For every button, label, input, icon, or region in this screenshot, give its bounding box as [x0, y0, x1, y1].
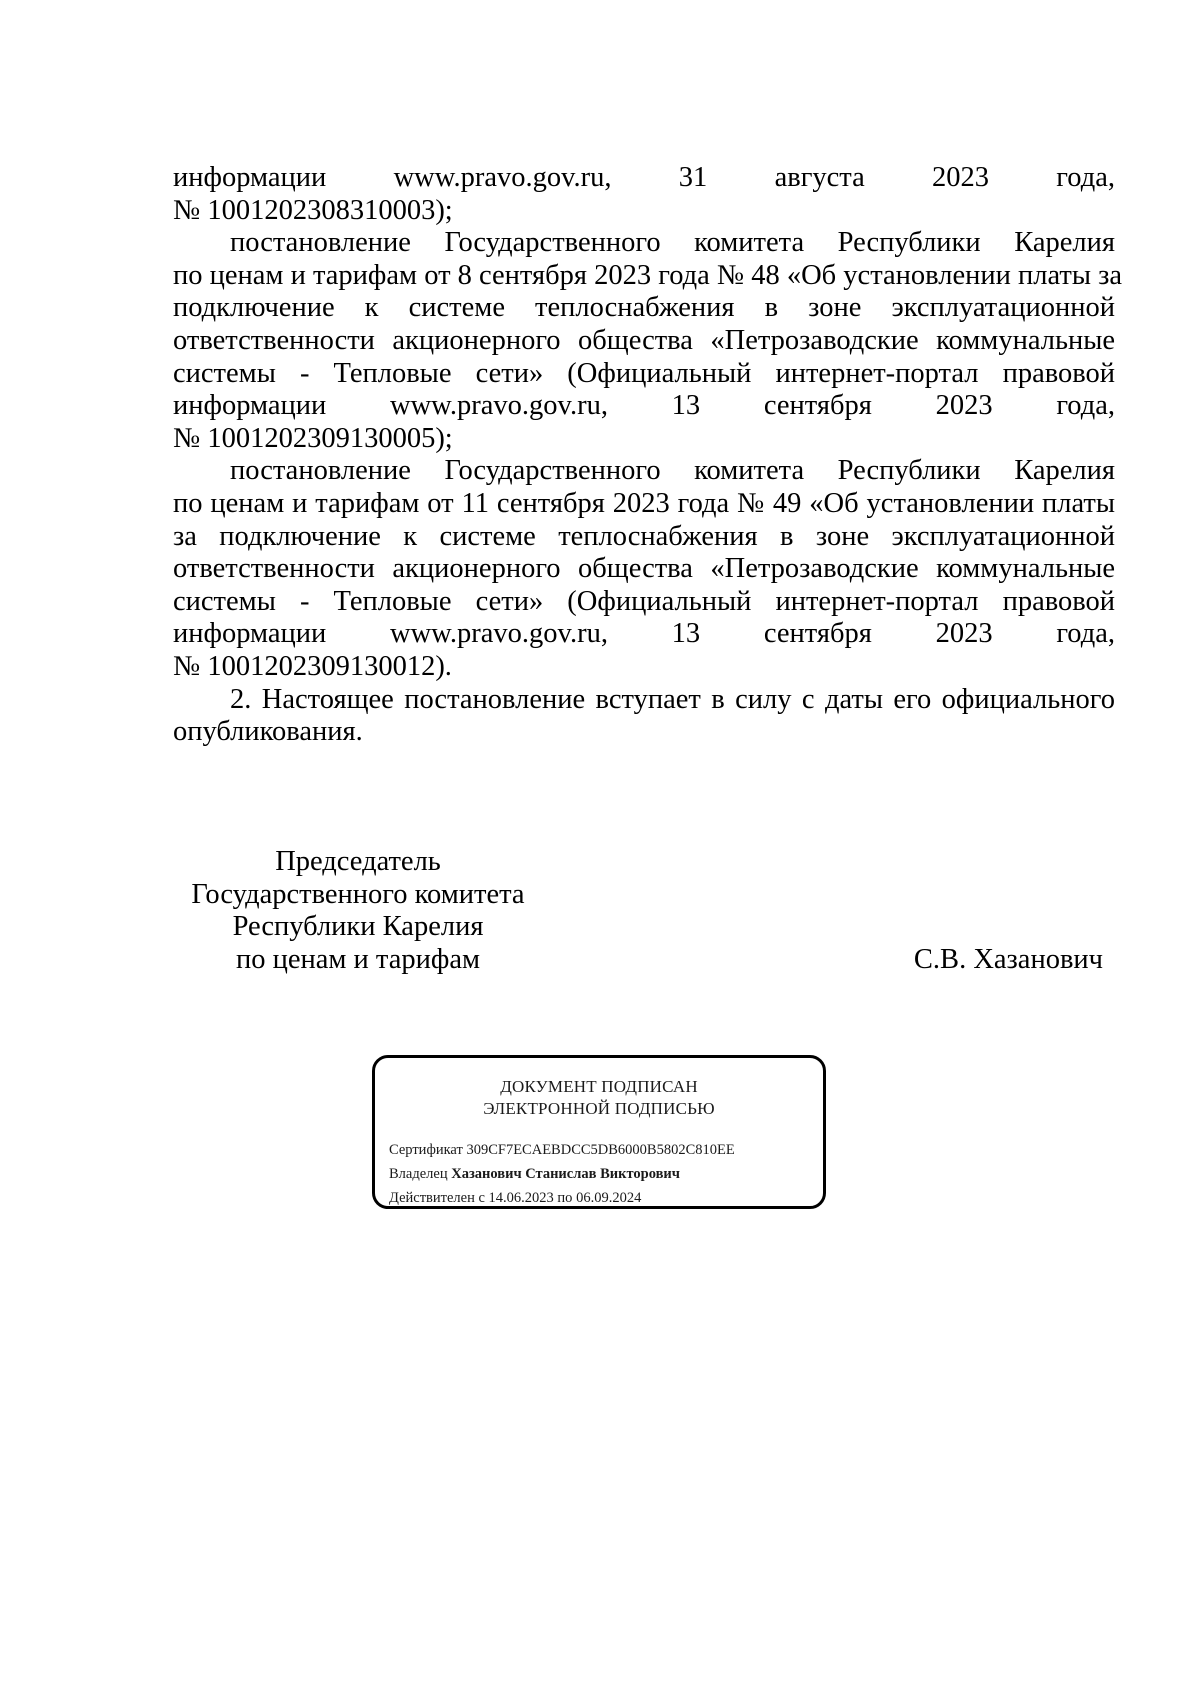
document-body — [173, 162, 1123, 749]
stamp-heading-line: ЭЛЕКТРОННОЙ ПОДПИСЬЮ — [483, 1098, 715, 1118]
position-line: Председатель — [275, 846, 441, 877]
text-line: постановление Государственного комитета Республики Карелия — [230, 227, 1115, 259]
valid-to: 06.09.2024 — [576, 1190, 642, 1206]
text-line: ответственности акционерного общества «Петрозаводские коммунальные — [173, 553, 1115, 585]
stamp-heading — [375, 1076, 823, 1119]
signatory-position — [173, 846, 543, 976]
position-line: Государственного комитета — [191, 878, 525, 910]
text-line: по ценам и тарифам от 11 сентября 2023 года № 49 «Об установлении платы — [173, 487, 1115, 519]
paragraph-3 — [173, 455, 1115, 683]
text-line: № 1001202309130012). — [173, 650, 452, 682]
validity-line — [389, 1186, 735, 1210]
text-line: № 1001202308310003); — [173, 194, 453, 226]
text-line: системы - Тепловые сети» (Официальный интернет-портал правовой — [173, 357, 1115, 389]
text-line: системы - Тепловые сети» (Официальный интернет-портал правовой — [173, 585, 1115, 617]
signatory-name: С.В. Хазанович — [913, 943, 1103, 975]
text-line: за подключение к системе теплоснабжения в зоне эксплуатационной — [173, 520, 1115, 552]
stamp-heading-line: ДОКУМЕНТ ПОДПИСАН — [500, 1077, 698, 1096]
valid-from: 14.06.2023 — [488, 1190, 554, 1206]
text-line: ответственности акционерного общества «Петрозаводские коммунальные — [173, 324, 1115, 356]
text-line: информации www.pravo.gov.ru, 13 сентября 2023 года, — [173, 618, 1115, 650]
text-line: по ценам и тарифам от 8 сентября 2023 года № 48 «Об установлении платы за — [173, 259, 1123, 291]
certificate-line — [389, 1138, 735, 1162]
owner-line — [389, 1162, 735, 1186]
position-line: Республики Карелия — [232, 911, 484, 943]
paragraph-2 — [173, 227, 1123, 455]
validity-to-label: по — [557, 1190, 573, 1206]
text-line: информации www.pravo.gov.ru, 13 сентября 2023 года, — [173, 390, 1115, 422]
text-line: информации www.pravo.gov.ru, 31 августа 2023 года, — [173, 162, 1115, 193]
text-line: подключение к системе теплоснабжения в зоне эксплуатационной — [173, 292, 1115, 324]
paragraph-4 — [173, 684, 1115, 749]
certificate-value: 309CF7ECAEBDCC5DB6000B5802C810EE — [466, 1142, 735, 1158]
paragraph-1 — [173, 162, 1115, 227]
position-line: по ценам и тарифам — [235, 943, 481, 975]
text-line: опубликования. — [173, 716, 363, 748]
stamp-details — [389, 1138, 735, 1210]
validity-label: Действителен с — [389, 1190, 485, 1206]
certificate-label: Сертификат — [389, 1142, 463, 1158]
text-line: 2. Настоящее постановление вступает в силу с даты его официального — [230, 683, 1115, 715]
text-line: постановление Государственного комитета Республики Карелия — [230, 455, 1115, 487]
owner-label: Владелец — [389, 1166, 448, 1182]
electronic-signature-stamp — [372, 1055, 826, 1209]
text-line: № 1001202309130005); — [173, 422, 453, 454]
owner-value: Хазанович Станислав Викторович — [451, 1166, 680, 1182]
